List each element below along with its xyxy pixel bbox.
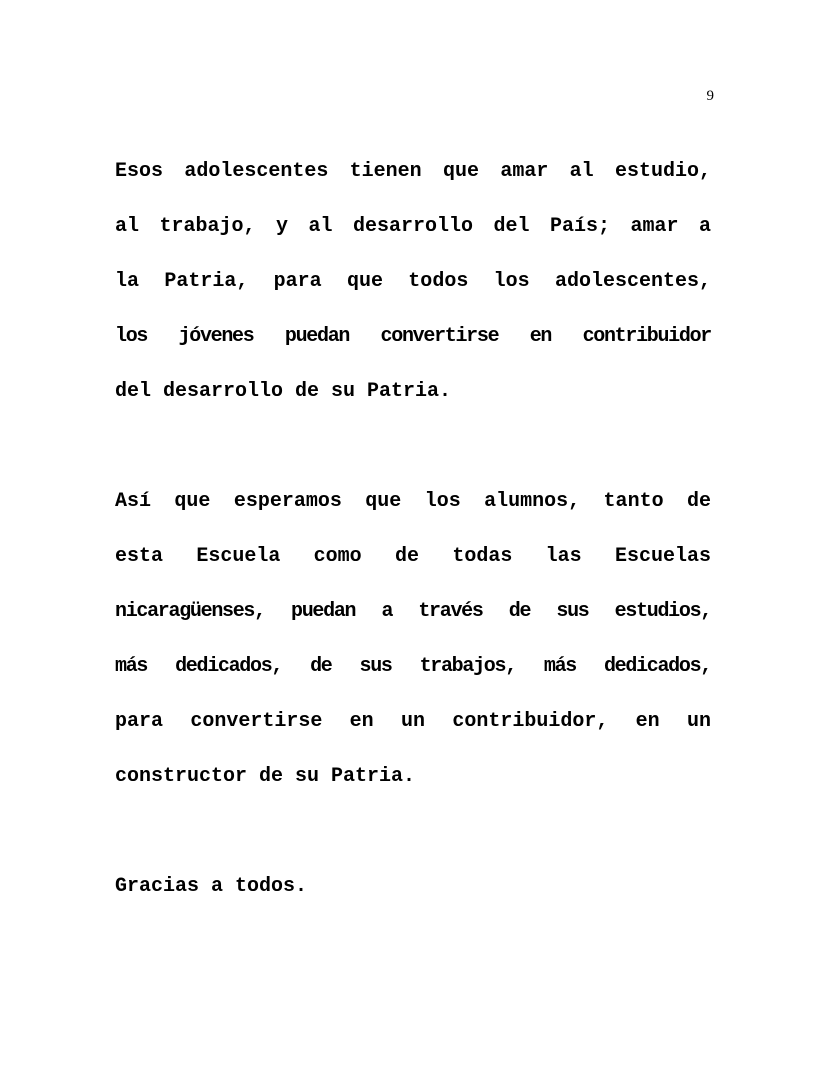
paragraph-line: al trabajo, y al desarrollo del País; amar a — [115, 215, 711, 238]
paragraph-line: la Patria, para que todos los adolescentes, — [115, 270, 711, 293]
paragraph-line: los jóvenes puedan convertirse en contribuidor — [115, 325, 711, 348]
paragraph-3 — [115, 876, 711, 931]
paragraph-line: Esos adolescentes tienen que amar al estudio, — [115, 160, 711, 183]
paragraph-2 — [115, 491, 711, 821]
paragraph-line: del desarrollo de su Patria. — [115, 380, 452, 403]
paragraph-line: Así que esperamos que los alumnos, tanto de — [115, 490, 711, 513]
paragraph-line: nicaragüenses, puedan a través de sus estudios, — [115, 600, 711, 623]
paragraph-line: constructor de su Patria. — [115, 765, 416, 788]
paragraph-1 — [115, 161, 711, 436]
paragraph-line: para convertirse en un contribuidor, en un — [115, 710, 711, 733]
paragraph-line: Gracias a todos. — [115, 875, 308, 898]
page-number: 9 — [706, 88, 714, 104]
paragraph-line: esta Escuela como de todas las Escuelas — [115, 545, 711, 568]
paragraph-line: más dedicados, de sus trabajos, más dedicados, — [115, 655, 711, 678]
